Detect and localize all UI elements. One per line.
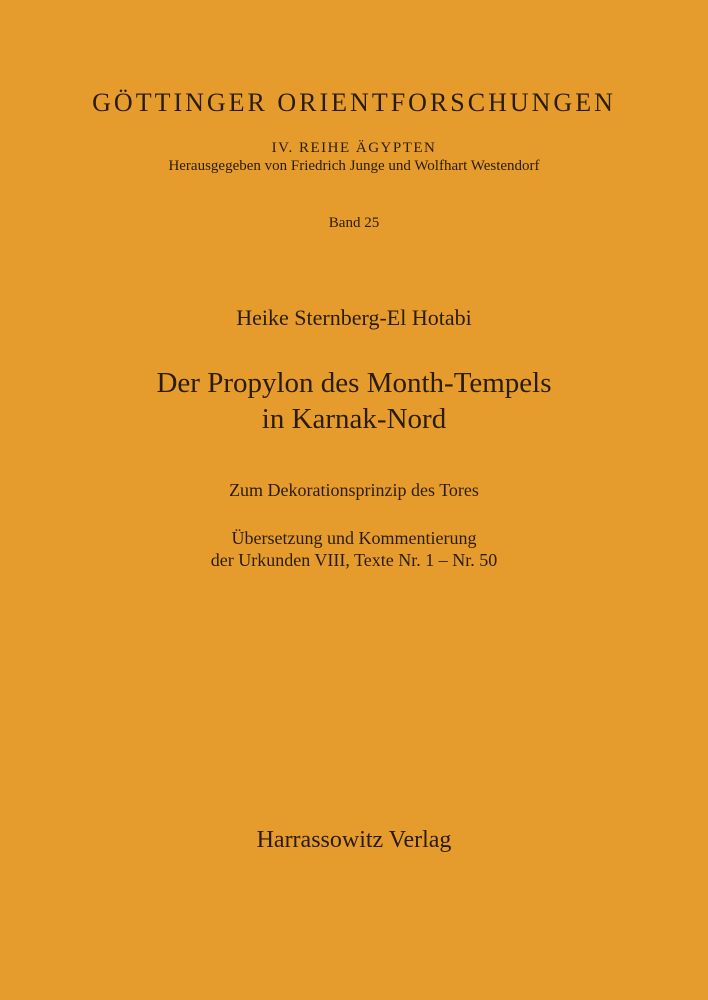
publisher-name: Harrassowitz Verlag <box>256 827 452 853</box>
series-title: GÖTTINGER ORIENTFORSCHUNGEN <box>92 88 616 117</box>
series-division: IV. REIHE ÄGYPTEN <box>271 140 437 156</box>
description-line-2: der Urkunden VIII, Texte Nr. 1 – Nr. 50 <box>210 550 498 570</box>
book-title-line-2: in Karnak-Nord <box>261 403 447 435</box>
volume-number: Band 25 <box>328 215 380 231</box>
description-line-1: Übersetzung und Kommentierung <box>231 528 477 548</box>
book-subtitle: Zum Dekorationsprinzip des Tores <box>229 480 479 500</box>
book-title-line-1: Der Propylon des Month-Tempels <box>156 367 552 399</box>
author-name: Heike Sternberg-El Hotabi <box>236 305 472 330</box>
series-editors: Herausgegeben von Friedrich Junge und Wolfhart Westendorf <box>168 158 540 174</box>
